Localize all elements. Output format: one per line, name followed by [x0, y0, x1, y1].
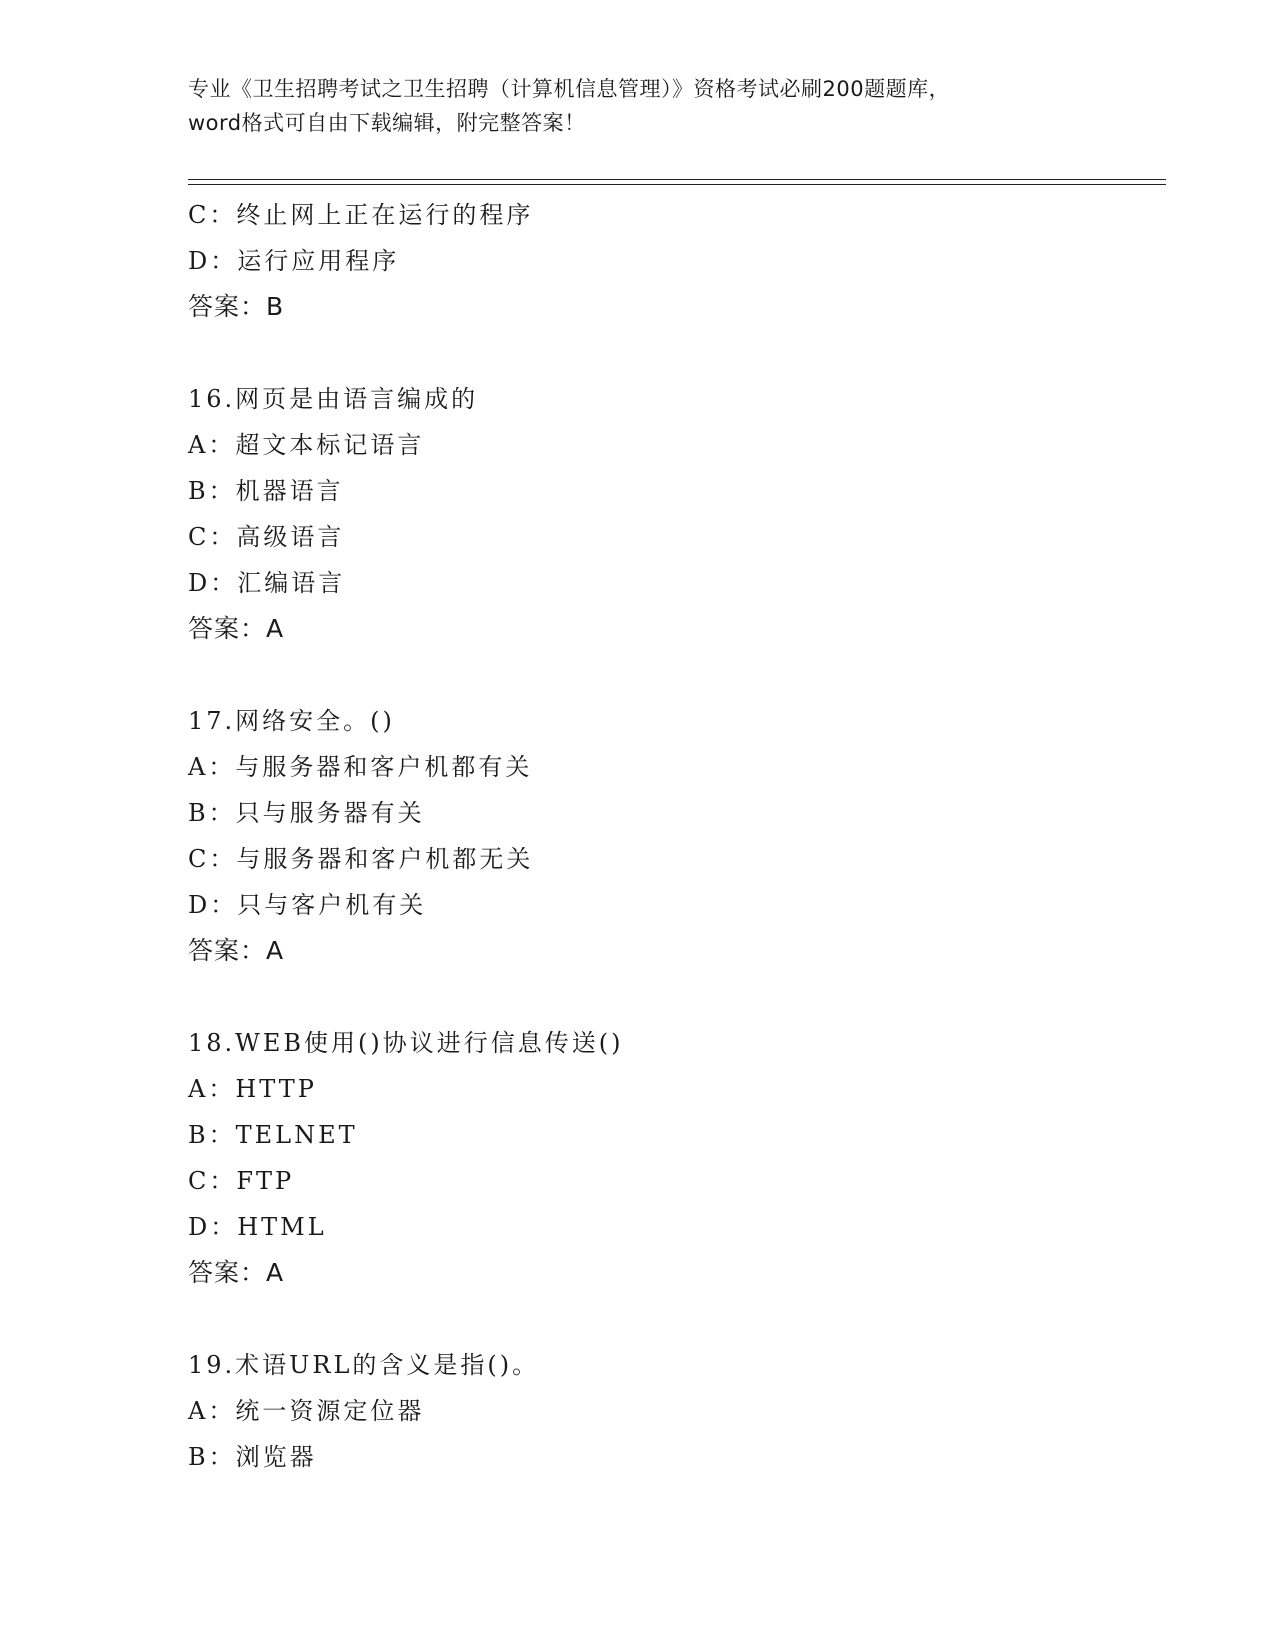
spacer — [188, 1296, 1168, 1342]
question-list — [188, 192, 1168, 1480]
option-b: B：TELNET — [188, 1121, 358, 1149]
header-divider-top — [188, 179, 1166, 180]
answer-label: 答案：A — [188, 614, 285, 643]
spacer — [188, 652, 1168, 698]
answer-label: 答案：A — [188, 1258, 285, 1287]
spacer — [188, 330, 1168, 376]
option-b: B：浏览器 — [188, 1443, 317, 1471]
question-stem: 18.WEB使用()协议进行信息传送() — [188, 1029, 624, 1057]
header-line-2: word格式可自由下载编辑，附完整答案！ — [188, 111, 586, 135]
question-block-16 — [188, 376, 1168, 652]
question-block-15 — [188, 192, 1168, 330]
header-divider-bottom — [188, 184, 1166, 185]
option-a: A：HTTP — [188, 1075, 317, 1103]
document-header — [188, 72, 1088, 140]
option-c: C：高级语言 — [188, 523, 345, 551]
option-a: A：统一资源定位器 — [188, 1397, 425, 1425]
option-c: C：终止网上正在运行的程序 — [188, 201, 534, 229]
question-stem: 16.网页是由语言编成的 — [188, 385, 479, 413]
option-a: A：超文本标记语言 — [188, 431, 425, 459]
option-d: D：汇编语言 — [188, 569, 346, 597]
header-line-1: 专业《卫生招聘考试之卫生招聘（计算机信息管理）》资格考试必刷200题题库， — [188, 77, 951, 101]
question-block-18 — [188, 1020, 1168, 1296]
question-block-19 — [188, 1342, 1168, 1480]
option-d: D：只与客户机有关 — [188, 891, 427, 919]
answer-label: 答案：A — [188, 936, 285, 965]
option-c: C：与服务器和客户机都无关 — [188, 845, 534, 873]
question-block-17 — [188, 698, 1168, 974]
option-d: D：HTML — [188, 1213, 327, 1241]
option-b: B：只与服务器有关 — [188, 799, 425, 827]
option-a: A：与服务器和客户机都有关 — [188, 753, 533, 781]
option-c: C：FTP — [188, 1167, 295, 1195]
option-b: B：机器语言 — [188, 477, 344, 505]
option-d: D：运行应用程序 — [188, 247, 400, 275]
spacer — [188, 974, 1168, 1020]
question-stem: 19.术语URL的含义是指()。 — [188, 1351, 540, 1379]
answer-label: 答案：B — [188, 292, 285, 321]
question-stem: 17.网络安全。() — [188, 707, 395, 735]
